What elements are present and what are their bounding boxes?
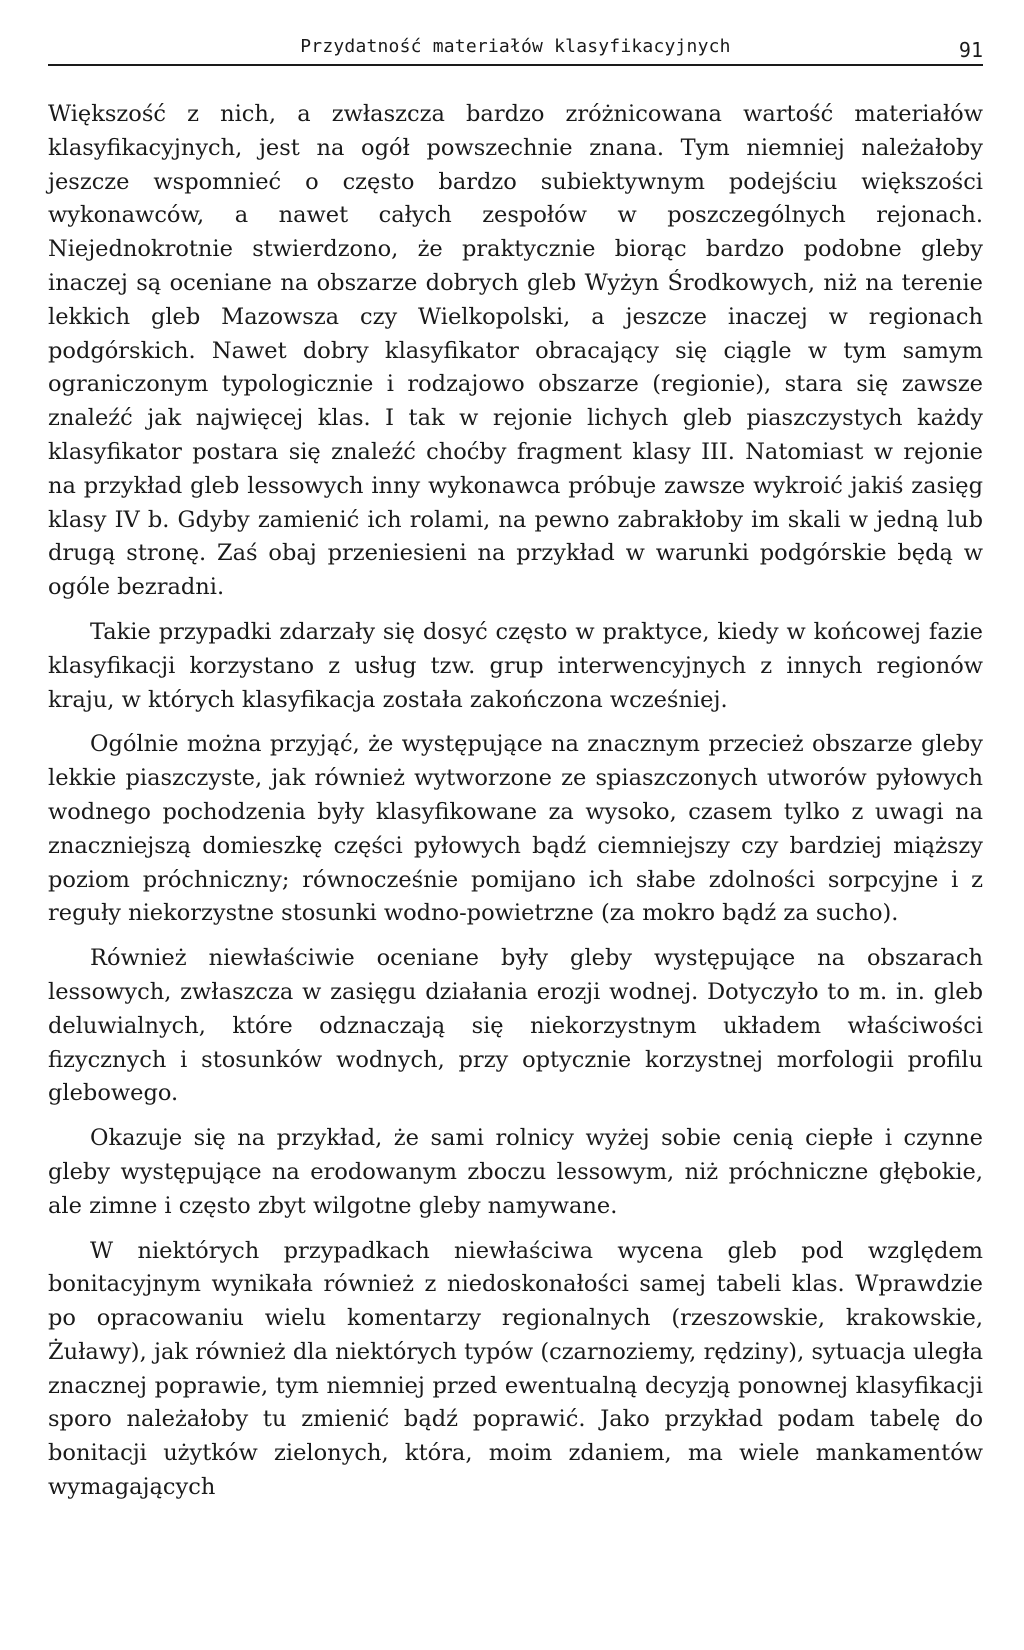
page-number: 91 <box>958 38 983 62</box>
paragraph-5: Okazuje się na przykład, że sami rolnicy wyżej sobie cenią ciepłe i czynne gleby występujące na erodowanym zboczu lessowym, niż próchniczne głębokie, ale zimne i często zbyt wilgotne gleby namywane. <box>48 1125 983 1219</box>
page-body <box>48 98 983 1505</box>
paragraph-2: Takie przypadki zdarzały się dosyć często w praktyce, kiedy w końcowej fazie klasyfikacji korzystano z usług tzw. grup interwencyjnych z innych regionów kraju, w których klasyfikacja została zakończona wcześniej. <box>48 618 983 713</box>
paragraph-4: Również niewłaściwie oceniane były gleby występujące na obszarach lessowych, zwłaszcza w zasięgu działania erozji wodnej. Dotyczyło to m. in. gleb deluwialnych, które odznaczają się niekorzystnym układem właściwości fizycznych i stosunków wodnych, przy optycznie korzystnej morfologii profilu glebowego. <box>48 945 983 1107</box>
document-page <box>48 36 983 1516</box>
paragraph-6: W niektórych przypadkach niewłaściwa wycena gleb pod względem bonitacyjnym wynikała również z niedoskonałości samej tabeli klas. Wprawdzie po opracowaniu wielu komentarzy regionalnych (rzeszowskie, krakowskie, Żuławy), jak również dla niektórych typów (czarnoziemy, rędziny), sytuacja uległa znacznej poprawie, tym niemniej przed ewentualną decyzją ponownej klasyfikacji sporo należałoby tu zmienić bądź poprawić. Jako przykład podam tabelę do bonitacji użytków zielonych, która, moim zdaniem, ma wiele mankamentów wymagających <box>48 1237 983 1501</box>
paragraph-1: Większość z nich, a zwłaszcza bardzo zróżnicowana wartość materiałów klasyfikacyjnych, jest na ogół powszechnie znana. Tym niemniej należałoby jeszcze wspomnieć o często bardzo subiektywnym podejściu większości wykonawców, a nawet całych zespołów w poszczególnych rejonach. Niejednokrotnie stwierdzono, że praktycznie biorąc bardzo podobne gleby inaczej są oceniane na obszarze dobrych gleb Wyżyn Środkowych, niż na terenie lekkich gleb Mazowsza czy Wielkopolski, a jeszcze inaczej w regionach podgórskich. Nawet dobry klasyfikator obracający się ciągle w tym samym ograniczonym typologicznie i rodzajowo obszarze (regionie), stara się zawsze znaleźć jak najwięcej klas. I tak w rejonie lichych gleb piaszczystych każdy klasyfikator postara się znaleźć choćby fragment klasy III. Natomiast w rejonie na przykład gleb lessowych inny wykonawca próbuje zawsze wykroić jakiś zasięg klasy IV b. Gdyby zamienić ich rolami, na pewno zabrakłoby im skali w jedną lub drugą stronę. Zaś obaj przeniesieni na przykład w warunki podgórskie będą w ogóle bezradni. <box>48 101 983 601</box>
paragraph-3: Ogólnie można przyjąć, że występujące na znacznym przecież obszarze gleby lekkie piaszczyste, jak również wytworzone ze spiaszczonych utworów pyłowych wodnego pochodzenia były klasyfikowane za wysoko, czasem tylko z uwagi na znaczniejszą domieszkę części pyłowych bądź ciemniejszy czy bardziej miąższy poziom próchniczny; równocześnie pomijano ich słabe zdolności sorpcyjne i z reguły niekorzystne stosunki wodno-powietrzne (za mokro bądź za sucho). <box>48 731 983 927</box>
page-header <box>48 36 983 66</box>
running-title: Przydatność materiałów klasyfikacyjnych <box>300 36 731 57</box>
